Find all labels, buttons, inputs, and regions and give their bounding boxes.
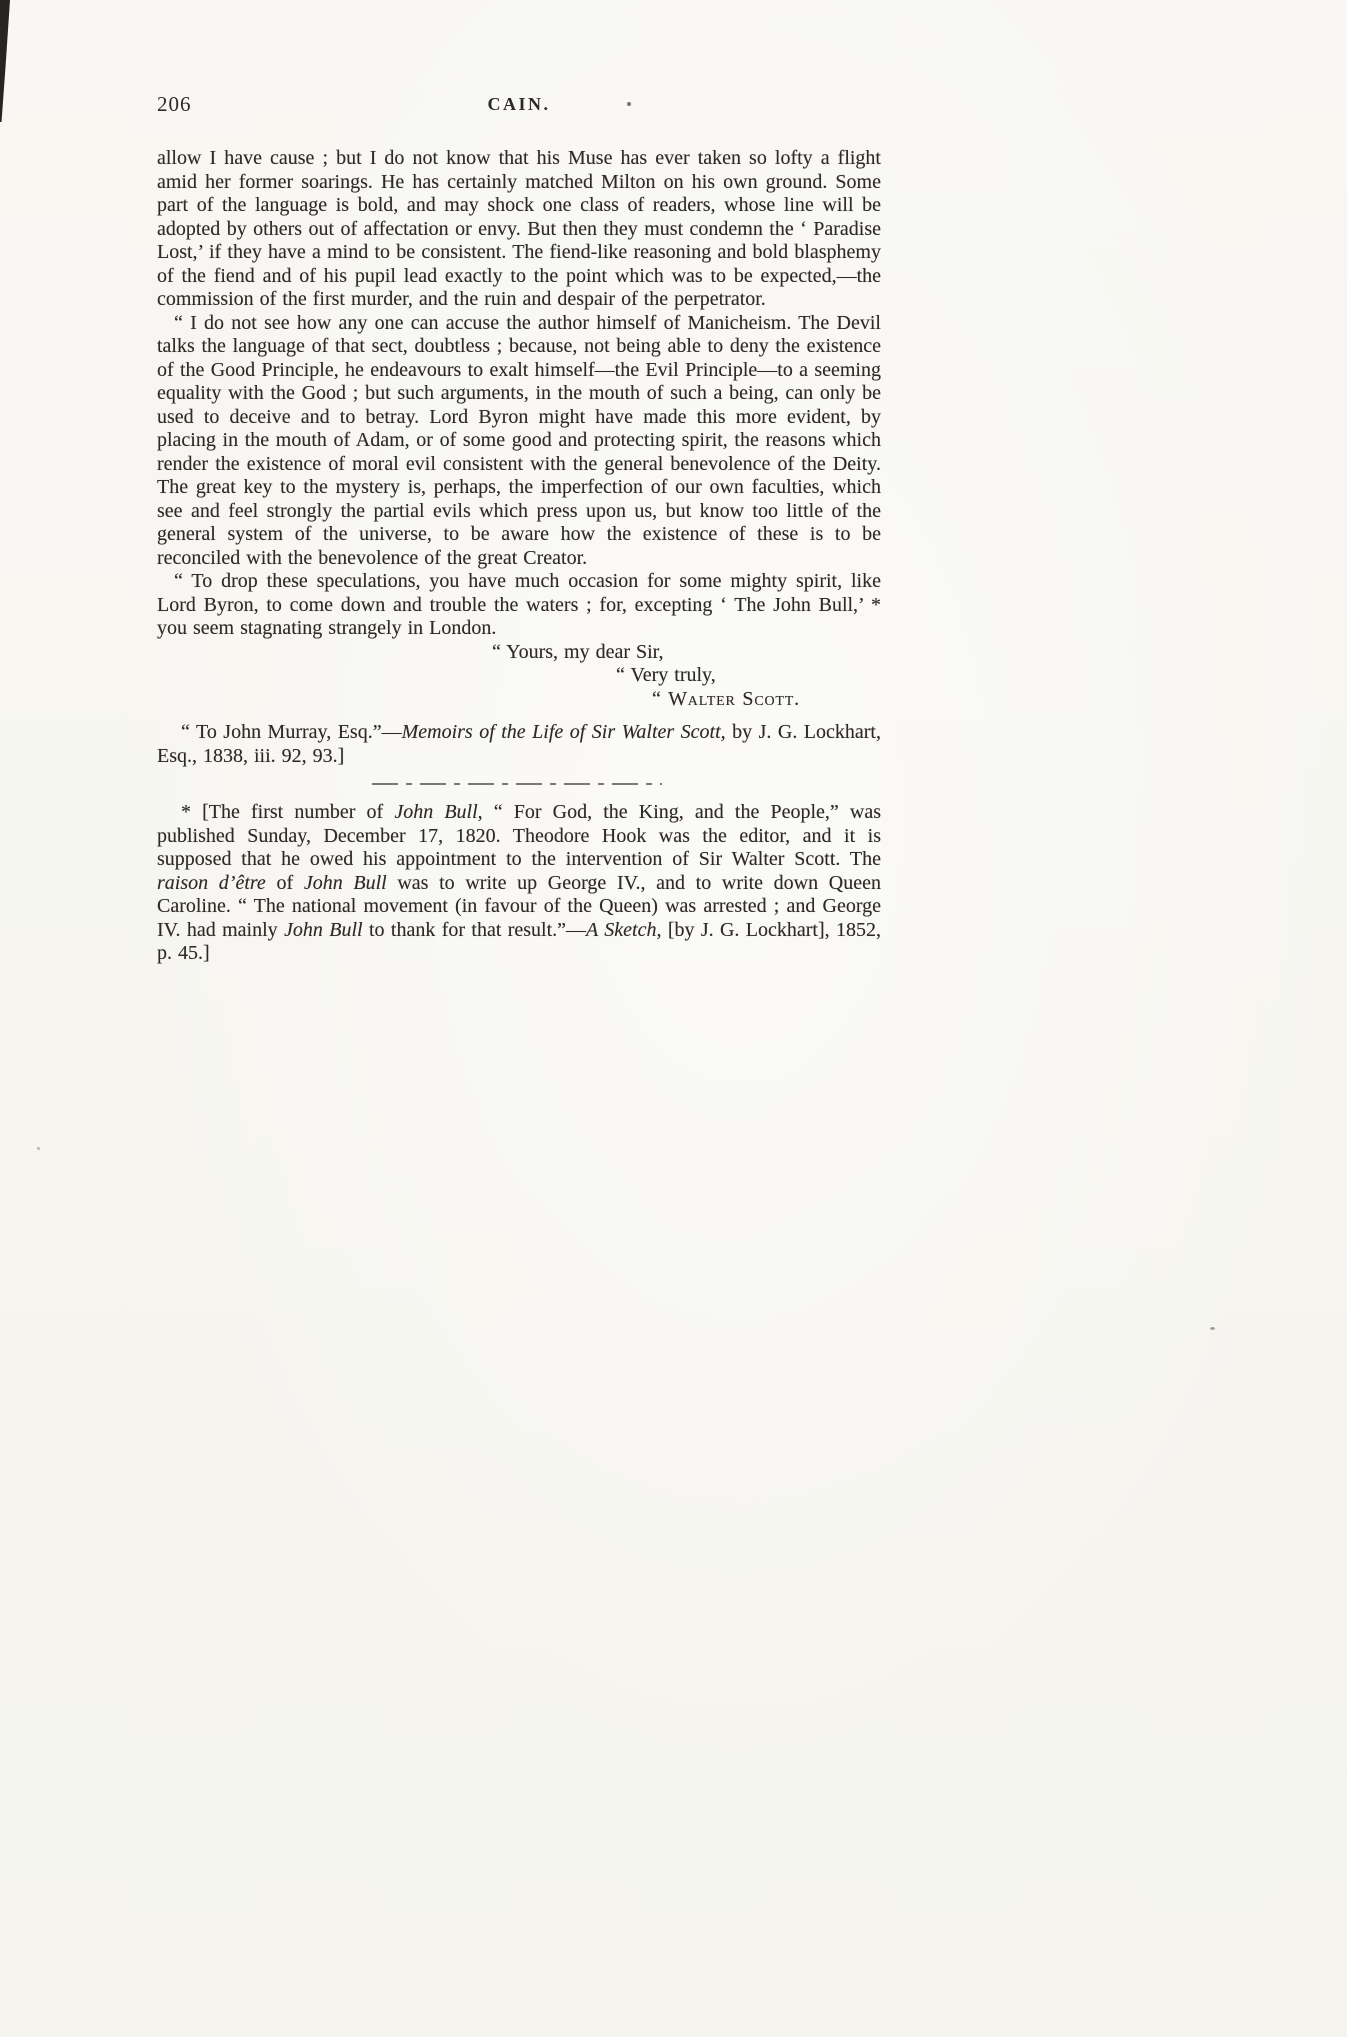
- footnote: [157, 801, 881, 966]
- running-title: CAIN.: [487, 94, 551, 114]
- text-run: , “ For God, the King, and the People,” was published Sunday, December 17, 1820. Theodore Hook was the editor, and it is supposed that he owed his appointment to the intervention of Sir Walter Scott. The: [157, 801, 881, 870]
- source-citation: [157, 721, 881, 768]
- text-run: by J. G. Lockhart, Esq., 1838, iii. 92, 93.]: [157, 721, 881, 767]
- scan-artifact-top-left: [0, 0, 10, 122]
- work-title-italic: Memoirs of the Life of Sir Walter Scott,: [401, 721, 726, 743]
- text-run: was to write up George IV., and to write down Queen Caroline. “ The national movement (in favour of the Queen) was arrested ; and George IV. had mainly: [157, 871, 881, 941]
- letter-signature: “ Walter Scott.: [652, 687, 800, 710]
- letter-closing-line-1: “ Yours, my dear Sir,: [492, 640, 664, 663]
- footnote-divider: [372, 783, 662, 785]
- running-head: [157, 92, 881, 120]
- work-title-italic: John Bull: [284, 918, 363, 941]
- letter-paragraph-3: “ To drop these speculations, you have much occasion for some mighty spirit, like Lord Byron, to come down and trouble the waters ; for, excepting ‘ The John Bull,’ * you seem stagnating strangely in London.: [157, 570, 881, 639]
- page-number: 206: [157, 92, 192, 116]
- text-run: to thank for that result.”—: [362, 918, 587, 941]
- scan-speck: [1210, 1327, 1215, 1330]
- work-title-italic: John Bull: [394, 801, 478, 823]
- text-block: [157, 147, 881, 966]
- scan-speck: [37, 1147, 40, 1150]
- text-run: “ To John Murray, Esq.”—: [181, 721, 402, 743]
- letter-paragraph-2: “ I do not see how any one can accuse the author himself of Manicheism. The Devil talks the language of that sect, doubtless ; because, not being able to deny the existence of the Good Principle, he endeavours to exalt himself—the Evil Principle—to a seeming equality with the Good ; but such arguments, in the mouth of such a being, can only be used to deceive and to betray. Lord Byron might have made this more evident, by placing in the mouth of Adam, or of some good and protecting spirit, the reasons which render the existence of moral evil consistent with the general benevolence of the Deity. The great key to the mystery is, perhaps, the imperfection of our own faculties, which see and feel strongly the partial evils which press upon us, but know too little of the general system of the universe, to be aware how the existence of these is to be reconciled with the benevolence of the great Creator.: [157, 311, 881, 569]
- letter-closing-line-2: “ Very truly,: [616, 664, 716, 686]
- work-title-italic: A Sketch,: [586, 918, 662, 941]
- text-run: * [The first number of: [181, 801, 395, 823]
- text-run: [by J. G. Lockhart], 1852, p. 45.]: [157, 918, 881, 964]
- text-run: of: [265, 871, 304, 894]
- foreign-phrase-italic: raison d’être: [157, 871, 266, 894]
- letter-paragraph-1: allow I have cause ; but I do not know that his Muse has ever taken so lofty a flight amid her former soarings. He has certainly matched Milton on his own ground. Some part of the language is bold, and may shock one class of readers, whose line will be adopted by others out of affectation or envy. But then they must condemn the ‘ Paradise Lost,’ if they have a mind to be consistent. The fiend-like reasoning and bold blasphemy of the fiend and of his pupil lead exactly to the point which was to be expected,—the commission of the first murder, and the ruin and despair of the perpetrator.: [157, 147, 881, 310]
- work-title-italic: John Bull: [303, 871, 387, 894]
